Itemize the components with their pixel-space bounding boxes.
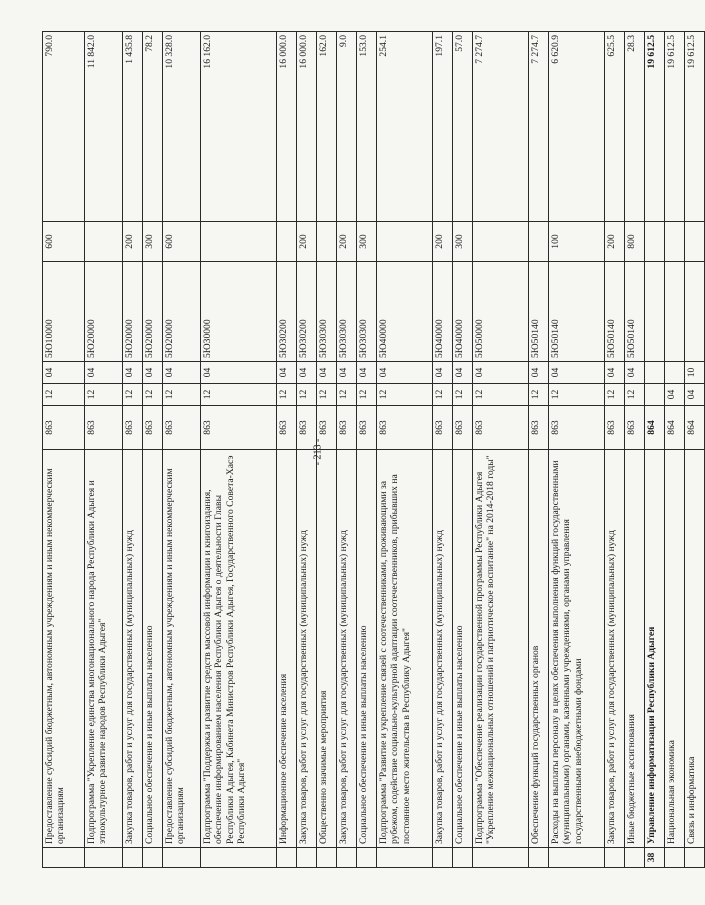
- row-name: Социальное обеспечение и иные выплаты населению: [357, 450, 377, 848]
- section-code: 12: [85, 384, 123, 406]
- section-code: 12: [337, 384, 357, 406]
- expense-type-code: 200: [433, 222, 453, 262]
- table-row: [549, 32, 605, 868]
- section-code: 12: [549, 384, 605, 406]
- section-code: 12: [433, 384, 453, 406]
- target-article-code: [645, 262, 665, 362]
- amount: 16 162.0: [201, 32, 277, 222]
- row-name: Закупка товаров, работ и услуг для государственных (муниципальных) нужд: [605, 450, 625, 848]
- row-name: Закупка товаров, работ и услуг для государственных (муниципальных) нужд: [297, 450, 317, 848]
- ved-code: 863: [453, 406, 473, 450]
- section-code: 12: [377, 384, 433, 406]
- amount: 78.2: [143, 32, 163, 222]
- row-name: Обеспечение функций государственных органов: [529, 450, 549, 848]
- ved-code: 863: [143, 406, 163, 450]
- expense-type-code: [201, 222, 277, 262]
- row-name: Подпрограмма "Обеспечение реализации государственной программы Республики Адыгея "Укрепление межнациональных отношений и патриотическое воспитание" на 2014-2018 годы": [473, 450, 529, 848]
- row-index: [297, 848, 317, 868]
- expense-type-code: 200: [605, 222, 625, 262]
- subsection-code: 04: [433, 362, 453, 384]
- subsection-code: 04: [85, 362, 123, 384]
- row-index: [473, 848, 529, 868]
- row-index: [123, 848, 143, 868]
- row-name: Закупка товаров, работ и услуг для государственных (муниципальных) нужд: [123, 450, 143, 848]
- ved-code: 863: [605, 406, 625, 450]
- table-row: [143, 32, 163, 868]
- row-index: [625, 848, 645, 868]
- amount: 625.5: [605, 32, 625, 222]
- expense-type-code: 300: [143, 222, 163, 262]
- ved-code: 863: [357, 406, 377, 450]
- target-article-code: 5Ю30200: [297, 262, 317, 362]
- table-row: [605, 32, 625, 868]
- subsection-code: 04: [163, 362, 201, 384]
- ved-code: 863: [377, 406, 433, 450]
- amount: 790.0: [43, 32, 85, 222]
- table-row: [357, 32, 377, 868]
- amount: 28.3: [625, 32, 645, 222]
- amount: 19 612.5: [665, 32, 685, 222]
- table-row: [645, 32, 665, 868]
- expense-type-code: 800: [625, 222, 645, 262]
- row-index: [665, 848, 685, 868]
- expense-type-code: [529, 222, 549, 262]
- row-name: Связь и информатика: [685, 450, 705, 848]
- expense-type-code: 200: [297, 222, 317, 262]
- section-code: 12: [625, 384, 645, 406]
- amount: 16 000.0: [277, 32, 297, 222]
- section-code: 12: [317, 384, 337, 406]
- target-article-code: [685, 262, 705, 362]
- subsection-code: 04: [277, 362, 297, 384]
- amount: 9.0: [337, 32, 357, 222]
- subsection-code: [665, 362, 685, 384]
- row-name: Национальная экономика: [665, 450, 685, 848]
- expense-type-code: [665, 222, 685, 262]
- subsection-code: 04: [605, 362, 625, 384]
- table-row: [123, 32, 143, 868]
- expense-type-code: [317, 222, 337, 262]
- target-article-code: 5Ю20000: [163, 262, 201, 362]
- ved-code: 863: [277, 406, 297, 450]
- subsection-code: 04: [625, 362, 645, 384]
- expense-type-code: [277, 222, 297, 262]
- amount: 7 274.7: [473, 32, 529, 222]
- subsection-code: 04: [473, 362, 529, 384]
- section-code: 12: [201, 384, 277, 406]
- table-row: [433, 32, 453, 868]
- target-article-code: 5Ю50140: [625, 262, 645, 362]
- table-row: [625, 32, 645, 868]
- table-body: [43, 32, 705, 868]
- amount: 16 000.0: [297, 32, 317, 222]
- row-index: [377, 848, 433, 868]
- table-row: [85, 32, 123, 868]
- row-index: [201, 848, 277, 868]
- section-code: 12: [163, 384, 201, 406]
- subsection-code: 04: [453, 362, 473, 384]
- section-code: 12: [605, 384, 625, 406]
- target-article-code: 5Ю40000: [453, 262, 473, 362]
- table-row: [665, 32, 685, 868]
- target-article-code: [665, 262, 685, 362]
- ved-code: 863: [201, 406, 277, 450]
- row-index: [143, 848, 163, 868]
- amount: 11 842.0: [85, 32, 123, 222]
- ved-code: 863: [625, 406, 645, 450]
- expense-type-code: 300: [453, 222, 473, 262]
- expense-type-code: [377, 222, 433, 262]
- amount: 1 435.8: [123, 32, 143, 222]
- table-row: [453, 32, 473, 868]
- table-row: [529, 32, 549, 868]
- section-code: 12: [277, 384, 297, 406]
- row-index: [685, 848, 705, 868]
- expense-type-code: 200: [337, 222, 357, 262]
- table-row: [337, 32, 357, 868]
- subsection-code: 04: [337, 362, 357, 384]
- subsection-code: 04: [377, 362, 433, 384]
- subsection-code: 04: [317, 362, 337, 384]
- table-row: [43, 32, 85, 868]
- section-code: 12: [529, 384, 549, 406]
- amount: 6 620.9: [549, 32, 605, 222]
- section-code: 12: [143, 384, 163, 406]
- target-article-code: 5Ю10000: [43, 262, 85, 362]
- subsection-code: 04: [201, 362, 277, 384]
- amount: 10 328.0: [163, 32, 201, 222]
- ved-code: 863: [85, 406, 123, 450]
- row-name: Подпрограмма "Укрепление единства многонационального народа Республики Адыгея и этнокультурное развитие народов Республики Адыгея": [85, 450, 123, 848]
- page-number: - 213 -: [312, 438, 324, 466]
- ved-code: 863: [529, 406, 549, 450]
- amount: 197.1: [433, 32, 453, 222]
- subsection-code: 04: [297, 362, 317, 384]
- expense-type-code: 200: [123, 222, 143, 262]
- amount: 153.0: [357, 32, 377, 222]
- amount: 254.1: [377, 32, 433, 222]
- row-index: [277, 848, 297, 868]
- section-code: 12: [123, 384, 143, 406]
- subsection-code: 04: [123, 362, 143, 384]
- ved-code: 863: [163, 406, 201, 450]
- target-article-code: 5Ю30300: [357, 262, 377, 362]
- row-index: [433, 848, 453, 868]
- section-code: 12: [473, 384, 529, 406]
- row-name: Информационное обеспечение населения: [277, 450, 297, 848]
- section-code: 04: [685, 384, 705, 406]
- target-article-code: 5Ю40000: [433, 262, 453, 362]
- row-index: [317, 848, 337, 868]
- amount: 19 612.5: [645, 32, 665, 222]
- subsection-code: 04: [43, 362, 85, 384]
- ved-code: 864: [665, 406, 685, 450]
- target-article-code: 5Ю20000: [143, 262, 163, 362]
- target-article-code: 5Ю50140: [529, 262, 549, 362]
- expense-type-code: [645, 222, 665, 262]
- target-article-code: 5Ю50000: [473, 262, 529, 362]
- expense-type-code: 600: [43, 222, 85, 262]
- row-name: Социальное обеспечение и иные выплаты населению: [143, 450, 163, 848]
- ved-code: 863: [43, 406, 85, 450]
- ved-code: 863: [549, 406, 605, 450]
- row-index: [337, 848, 357, 868]
- ved-code: 864: [645, 406, 665, 450]
- table-row: [201, 32, 277, 868]
- table-row: [297, 32, 317, 868]
- subsection-code: 04: [529, 362, 549, 384]
- ved-code: 863: [433, 406, 453, 450]
- section-code: 12: [43, 384, 85, 406]
- row-name: Предоставление субсидий бюджетным, автономным учреждениям и иным некоммерческим организациям: [43, 450, 85, 848]
- section-code: 12: [453, 384, 473, 406]
- row-name: Управление информатизации Республики Адыгея: [645, 450, 665, 848]
- ved-code: 863: [473, 406, 529, 450]
- target-article-code: 5Ю50140: [549, 262, 605, 362]
- expense-type-code: [473, 222, 529, 262]
- row-index: [529, 848, 549, 868]
- row-index: [453, 848, 473, 868]
- row-name: Иные бюджетные ассигнования: [625, 450, 645, 848]
- subsection-code: 04: [143, 362, 163, 384]
- table-row: [473, 32, 529, 868]
- row-index: [43, 848, 85, 868]
- ved-code: 863: [317, 406, 337, 450]
- target-article-code: 5Ю30300: [337, 262, 357, 362]
- ved-code: 863: [337, 406, 357, 450]
- section-code: 12: [357, 384, 377, 406]
- expense-type-code: 100: [549, 222, 605, 262]
- row-name: Общественно значимые мероприятия: [317, 450, 337, 848]
- table-row: [685, 32, 705, 868]
- table-row: [377, 32, 433, 868]
- subsection-code: 04: [357, 362, 377, 384]
- row-name: Социальное обеспечение и иные выплаты населению: [453, 450, 473, 848]
- section-code: [645, 384, 665, 406]
- row-index: [85, 848, 123, 868]
- table-row: [317, 32, 337, 868]
- row-name: Расходы на выплаты персоналу в целях обеспечения выполнения функций государственными (муниципальными) органами, казенными учреждениями, органами управления государственными внебюджетными фондами: [549, 450, 605, 848]
- row-name: Подпрограмма "Поддержка и развитие средств массовой информации и книгоиздания, обеспечение информированием населения Республики Адыгея о деятельности Главы Республики Адыгея, Кабинета Министров Республики Адыгея, Государственного Совета-Хасэ Республики Адыгея": [201, 450, 277, 848]
- row-name: Подпрограмма "Развитие и укрепление связей с соотечественниками, проживающими за рубежом, содействие социально-культурной адаптации соотечественников, прибывших на постоянное место жительства в Республику Адыгея": [377, 450, 433, 848]
- ved-code: 863: [297, 406, 317, 450]
- row-index: [605, 848, 625, 868]
- subsection-code: 10: [685, 362, 705, 384]
- amount: 19 612.5: [685, 32, 705, 222]
- row-index: [549, 848, 605, 868]
- amount: 162.0: [317, 32, 337, 222]
- row-index: [357, 848, 377, 868]
- target-article-code: 5Ю20000: [123, 262, 143, 362]
- expense-type-code: 600: [163, 222, 201, 262]
- table-row: [277, 32, 297, 868]
- ved-code: 863: [123, 406, 143, 450]
- target-article-code: 5Ю40000: [377, 262, 433, 362]
- row-index: 38: [645, 848, 665, 868]
- subsection-code: [645, 362, 665, 384]
- amount: 57.0: [453, 32, 473, 222]
- section-code: 04: [665, 384, 685, 406]
- expense-type-code: 300: [357, 222, 377, 262]
- table-row: [163, 32, 201, 868]
- row-name: Закупка товаров, работ и услуг для государственных (муниципальных) нужд: [337, 450, 357, 848]
- target-article-code: 5Ю30300: [317, 262, 337, 362]
- budget-table: [42, 31, 705, 868]
- expense-type-code: [85, 222, 123, 262]
- target-article-code: 5Ю20000: [85, 262, 123, 362]
- row-name: Закупка товаров, работ и услуг для государственных (муниципальных) нужд: [433, 450, 453, 848]
- rotated-page: [42, 32, 697, 868]
- target-article-code: 5Ю30000: [201, 262, 277, 362]
- row-index: [163, 848, 201, 868]
- target-article-code: 5Ю50140: [605, 262, 625, 362]
- row-name: Предоставление субсидий бюджетным, автономным учреждениям и иным некоммерческим организациям: [163, 450, 201, 848]
- ved-code: 864: [685, 406, 705, 450]
- amount: 7 274.7: [529, 32, 549, 222]
- section-code: 12: [297, 384, 317, 406]
- target-article-code: 5Ю30200: [277, 262, 297, 362]
- subsection-code: 04: [549, 362, 605, 384]
- expense-type-code: [685, 222, 705, 262]
